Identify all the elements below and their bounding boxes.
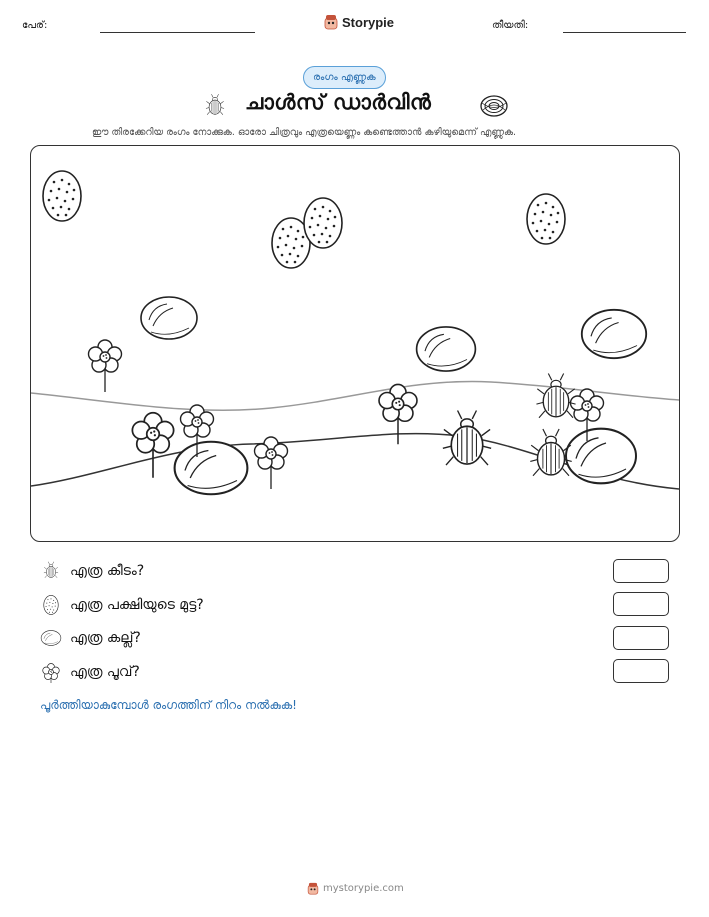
- stone-icon: [582, 310, 646, 358]
- beetle-icon: [202, 92, 228, 120]
- egg-icon: [304, 198, 342, 248]
- footer-url[interactable]: mystorypie.com: [323, 883, 404, 894]
- beetle-icon: [443, 411, 491, 466]
- storypie-mascot-icon: [307, 882, 319, 895]
- brand-name: Storypie: [342, 14, 395, 30]
- stone-icon: [141, 297, 197, 339]
- storypie-mascot-icon: [324, 14, 338, 30]
- stone-icon: [175, 442, 248, 495]
- color-instruction: പൂർത്തിയാകുമ്പോൾ രംഗത്തിന് നിറം നൽകുക!: [40, 698, 297, 712]
- egg-icon: [40, 594, 62, 616]
- question-text: എത്ര പക്ഷിയുടെ മുട്ട?: [70, 597, 204, 613]
- flower-icon: [255, 437, 288, 489]
- date-line[interactable]: [563, 32, 686, 33]
- question-row: [40, 560, 144, 582]
- flower-icon: [40, 661, 62, 683]
- stone-icon: [40, 627, 62, 649]
- counting-scene: [30, 145, 680, 542]
- stone-icon: [417, 327, 476, 371]
- footer: [307, 882, 404, 895]
- date-label: തീയതി:: [492, 20, 529, 31]
- question-row: [40, 627, 141, 649]
- activity-badge: രംഗം എണ്ണുക: [303, 66, 386, 89]
- name-label: പേര്:: [22, 20, 48, 31]
- question-row: [40, 594, 204, 616]
- beetle-icon: [40, 560, 62, 582]
- stone-icon: [566, 429, 636, 484]
- question-text: എത്ര പൂവ്?: [70, 664, 140, 680]
- name-line[interactable]: [100, 32, 255, 33]
- egg-icon: [43, 171, 81, 221]
- beetle-icon: [536, 374, 575, 418]
- question-text: എത്ര കല്ല്?: [70, 630, 141, 646]
- instructions-text: ഈ തിരക്കേറിയ രംഗം നോക്കുക. ഓരോ ചിത്രവും എത്രയെണ്ണം കണ്ടെത്താൻ കഴിയുമെന്ന് എണ്ണുക.: [92, 127, 517, 138]
- flower-icon: [132, 413, 173, 478]
- answer-box[interactable]: [613, 626, 669, 650]
- question-row: [40, 661, 140, 683]
- page-title: ചാൾസ് ഡാർവിൻ: [245, 90, 432, 114]
- answer-box[interactable]: [613, 659, 669, 683]
- answer-box[interactable]: [613, 592, 669, 616]
- flower-icon: [89, 340, 122, 392]
- brand-logo: [324, 14, 394, 30]
- egg-icon: [527, 194, 565, 244]
- answer-box[interactable]: [613, 559, 669, 583]
- scene-illustration: [31, 146, 679, 541]
- nest-icon: [479, 94, 509, 118]
- question-text: എത്ര കീടം?: [70, 563, 145, 579]
